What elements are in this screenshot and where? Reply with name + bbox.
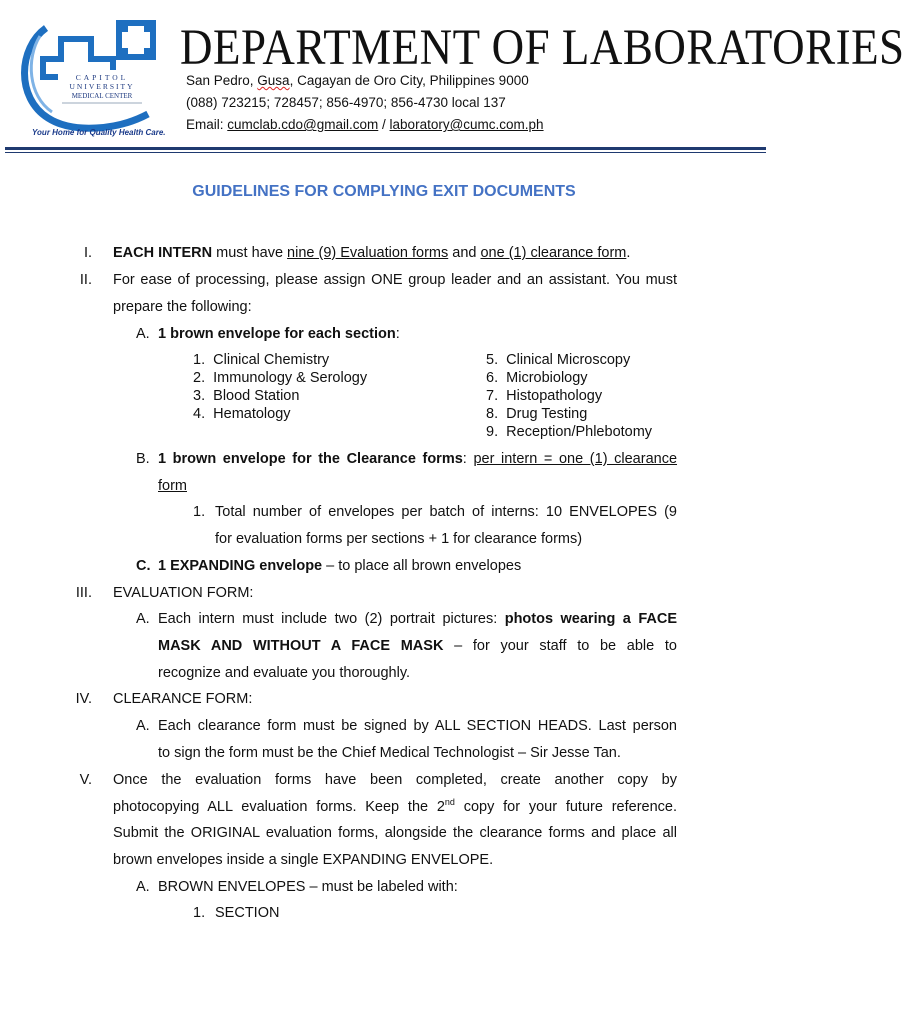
email-link-1[interactable]: cumclab.cdo@gmail.com (227, 117, 379, 132)
list-item: 9. Reception/Phlebotomy (486, 424, 653, 440)
list-item: 5. Clinical Microscopy (486, 352, 631, 368)
section-number: II. (79, 272, 92, 288)
section-5a-text: BROWN ENVELOPES – must be labeled with: (158, 879, 458, 895)
section-4a-line1: Each clearance form must be signed by ALL SECTION HEADS. Last person (158, 718, 677, 734)
section-2b1-line2: for evaluation forms per sections + 1 for clearance forms) (215, 531, 583, 547)
item-letter: C. (136, 558, 151, 574)
section-2b-line2: form (158, 478, 187, 494)
section-3a-line1: Each intern must include two (2) portrait pictures: photos wearing a FACE (158, 611, 677, 627)
letterhead (0, 0, 905, 150)
list-item: 1. Clinical Chemistry (193, 352, 330, 368)
item-number: 1. (193, 504, 206, 520)
section-3a-line3: recognize and evaluate you thoroughly. (158, 665, 411, 681)
section-5-line3: Submit the ORIGINAL evaluation forms, alongside the clearance forms and place all (113, 825, 677, 841)
list-item: 2. Immunology & Serology (193, 370, 368, 386)
section-2c-text: 1 EXPANDING envelope – to place all brown envelopes (158, 558, 522, 574)
section-2a-text: 1 brown envelope for each section: (158, 326, 400, 342)
section-5-line2: photocopying ALL evaluation forms. Keep the 2nd copy for your future reference. (113, 797, 677, 815)
item-number: 1. (193, 905, 206, 921)
item-letter: B. (136, 451, 150, 467)
section-number: V. (79, 772, 92, 788)
section-2-line1: For ease of processing, please assign ONE group leader and an assistant. You must (113, 272, 677, 288)
item-letter: A. (136, 718, 150, 734)
header-rule-thin (5, 152, 766, 153)
hospital-logo (18, 18, 183, 138)
email-line: Email: cumclab.cdo@gmail.com / laboratory@cumc.com.ph (186, 117, 544, 132)
section-3-heading: EVALUATION FORM: (113, 585, 254, 601)
list-item: 7. Histopathology (486, 388, 603, 404)
section-number: III. (75, 585, 92, 601)
logo-text-line1: CAPITOL (75, 73, 129, 82)
section-4-heading: CLEARANCE FORM: (113, 691, 253, 707)
logo-text-line2: UNIVERSITY (69, 82, 135, 91)
item-letter: A. (136, 879, 150, 895)
department-title: DEPARTMENT OF LABORATORIES (180, 19, 905, 76)
section-3a-line2: MASK AND WITHOUT A FACE MASK – for your staff to be able to (158, 638, 677, 654)
section-2b1-line1: Total number of envelopes per batch of interns: 10 ENVELOPES (9 (215, 504, 677, 520)
section-5-line4: brown envelopes inside a single EXPANDING ENVELOPE. (113, 852, 494, 868)
address: San Pedro, Gusa, Cagayan de Oro City, Philippines 9000 (186, 73, 529, 88)
item-letter: A. (136, 326, 150, 342)
email-link-2[interactable]: laboratory@cumc.com.ph (389, 117, 544, 132)
section-4a-line2: to sign the form must be the Chief Medical Technologist – Sir Jesse Tan. (158, 745, 621, 761)
section-number: IV. (75, 691, 92, 707)
list-item: 8. Drug Testing (486, 406, 588, 422)
section-5-line1: Once the evaluation forms have been completed, create another copy by (113, 772, 677, 788)
item-letter: A. (136, 611, 150, 627)
document-title: GUIDELINES FOR COMPLYING EXIT DOCUMENTS (192, 183, 576, 200)
header-rule-thick (5, 147, 766, 150)
section-1-text: EACH INTERN must have nine (9) Evaluation forms and one (1) clearance form. (113, 245, 631, 261)
section-number: I. (83, 245, 92, 261)
list-item: 3. Blood Station (193, 388, 300, 404)
list-item: 6. Microbiology (486, 370, 588, 386)
section-5a1-text: SECTION (215, 905, 280, 921)
phone-numbers: (088) 723215; 728457; 856-4970; 856-4730 local 137 (186, 95, 506, 110)
section-2-line2: prepare the following: (113, 299, 252, 315)
section-2b-line1: 1 brown envelope for the Clearance forms: per intern = one (1) clearance (158, 451, 678, 467)
tagline: Your Home for Quality Health Care. (32, 128, 166, 137)
list-item: 4. Hematology (193, 406, 291, 422)
logo-text-line3: MEDICAL CENTER (71, 92, 133, 100)
